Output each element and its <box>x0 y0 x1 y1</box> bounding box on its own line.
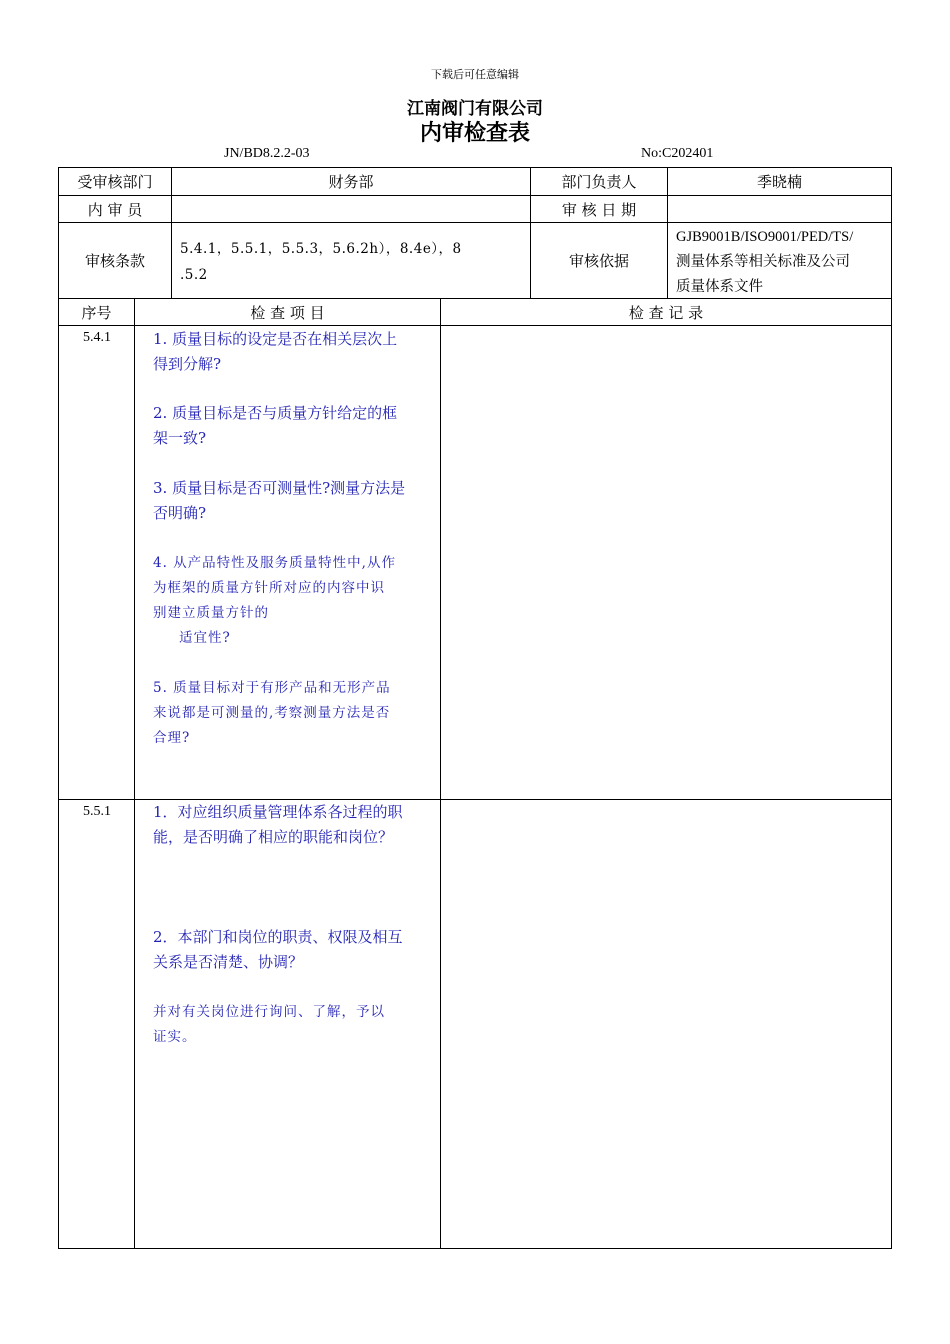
check-item-line: 3. 质量目标是否可测量性?测量方法是 <box>153 479 406 497</box>
check-item-line: 1．对应组织质量管理体系各过程的职 <box>153 803 403 821</box>
basis-line: GJB9001B/ISO9001/PED/TS/ <box>676 229 854 245</box>
auditor-value <box>172 196 530 222</box>
check-item-line: 并对有关岗位进行询问、了解，予以 <box>153 1004 385 1020</box>
document-title: 内审检查表 <box>419 120 530 146</box>
column-header-seq: 序号 <box>81 303 112 322</box>
check-item <box>153 676 433 751</box>
document-code: JN/BD8.2.2-03 <box>224 146 310 161</box>
check-item-line: 架一致? <box>153 429 207 447</box>
check-item-line: 1. 质量目标的设定是否在相关层次上 <box>153 330 398 348</box>
check-item <box>153 401 433 451</box>
audit-date-value <box>668 196 891 222</box>
check-item-line: 适宜性? <box>179 630 231 646</box>
dept-label: 受审核部门 <box>77 173 153 191</box>
check-item-line: 关系是否清楚、协调？ <box>153 953 304 971</box>
check-item <box>153 327 433 377</box>
check-item-line: 来说都是可测量的,考察测量方法是否 <box>153 705 391 721</box>
auditor-label: 内 审 员 <box>87 200 143 219</box>
document-number: No:C202401 <box>641 146 714 161</box>
check-item-line: 2. 质量目标是否与质量方针给定的框 <box>153 404 398 422</box>
basis-line: 质量体系文件 <box>676 279 763 295</box>
clause-value <box>180 236 525 288</box>
check-item-line: 别建立质量方针的 <box>153 605 269 621</box>
audit-date-label: 审 核 日 期 <box>561 200 637 219</box>
check-item-line: 否明确? <box>153 504 207 522</box>
check-item-line: 为框架的质量方针所对应的内容中识 <box>153 580 385 596</box>
check-item <box>153 551 433 651</box>
row-seq: 5.4.1 <box>83 330 111 345</box>
column-header-records: 检 查 记 录 <box>628 303 704 322</box>
basis-label: 审核依据 <box>568 252 629 270</box>
check-item <box>153 800 433 850</box>
check-item-line: 能，是否明确了相应的职能和岗位？ <box>153 828 394 846</box>
check-item <box>153 1000 433 1050</box>
head-label: 部门负责人 <box>561 173 637 191</box>
check-item-line: 证实。 <box>153 1029 197 1045</box>
check-item <box>153 476 433 526</box>
check-item-line: 得到分解? <box>153 355 222 373</box>
head-value: 季晓楠 <box>756 173 802 191</box>
clause-label: 审核条款 <box>84 252 145 270</box>
check-item <box>153 925 433 975</box>
check-item-line: 合理? <box>153 730 191 746</box>
clause-line: .5.2 <box>180 267 208 283</box>
column-header-items: 检 查 项 目 <box>250 303 325 322</box>
row-seq: 5.5.1 <box>83 804 111 819</box>
basis-line: 测量体系等相关标准及公司 <box>676 254 850 270</box>
check-item-line: 5. 质量目标对于有形产品和无形产品 <box>153 680 391 696</box>
download-note: 下载后可任意编辑 <box>431 68 519 81</box>
check-item-line: 4. 从产品特性及服务质量特性中,从作 <box>153 555 396 571</box>
clause-line: 5.4.1，5.5.1，5.5.3，5.6.2h），8.4e），8 <box>180 241 462 257</box>
dept-value: 财务部 <box>328 173 374 191</box>
basis-value <box>676 225 888 300</box>
check-item-line: 2．本部门和岗位的职责、权限及相互 <box>153 928 403 946</box>
company-name: 江南阀门有限公司 <box>407 99 543 119</box>
